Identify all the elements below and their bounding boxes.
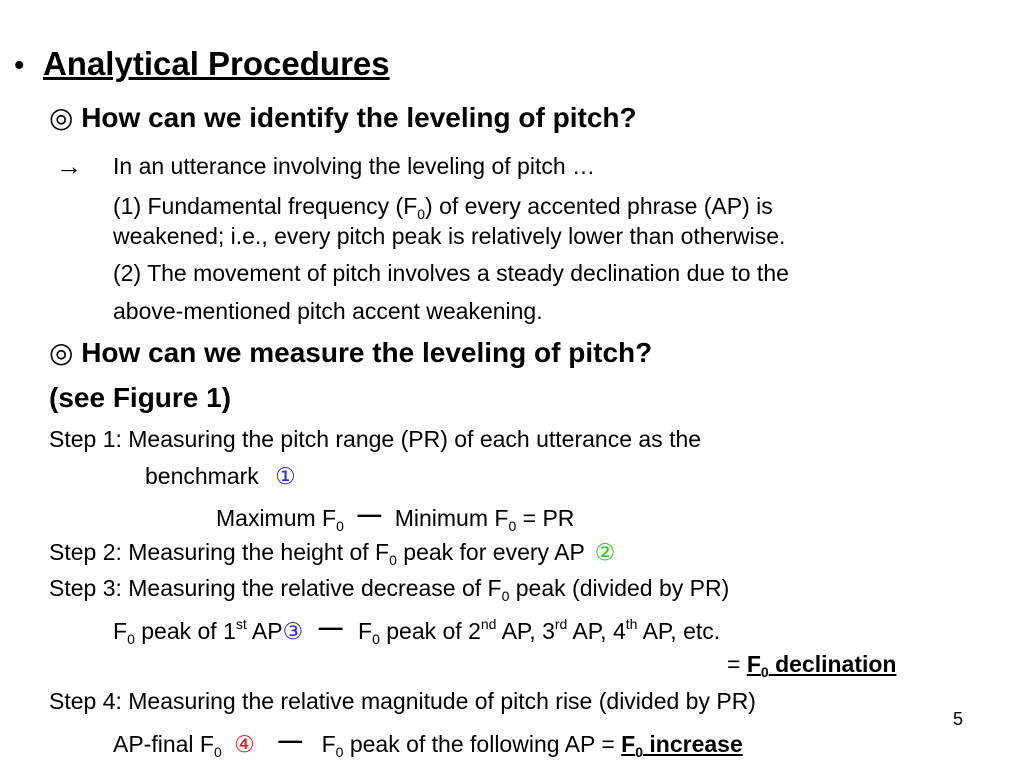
step-1-text: benchmark <box>145 463 259 489</box>
subscript: 0 <box>336 518 344 534</box>
subscript: 0 <box>417 206 426 222</box>
formula-text: peak of 2 <box>379 618 481 644</box>
subscript: 0 <box>508 518 517 534</box>
formula-text: AP, 4 <box>567 618 626 644</box>
circled-4-icon: ④ <box>234 731 255 757</box>
point-1-line-2: weakened; i.e., every pitch peak is relatively lower than otherwise. <box>113 223 786 249</box>
minus-sign: － <box>315 614 346 647</box>
slide-number: 5 <box>953 709 964 729</box>
title-row <box>14 47 390 81</box>
formula-text: AP-final F <box>113 731 214 757</box>
superscript: rd <box>554 616 568 632</box>
right-arrow-icon: → <box>56 151 82 181</box>
formula-text: AP, 3 <box>496 618 555 644</box>
minus-sign: － <box>275 727 306 760</box>
result-text: F <box>621 731 636 757</box>
formula-text: AP <box>246 618 283 644</box>
subscript: 0 <box>335 744 344 760</box>
result-declination <box>727 653 896 679</box>
step-3-text: peak (divided by PR) <box>509 575 730 601</box>
subscript: 0 <box>501 588 510 604</box>
slide-title: Analytical Procedures <box>42 45 390 82</box>
intro-text: In an utterance involving the leveling of pitch … <box>113 153 596 179</box>
step-3 <box>49 577 729 603</box>
step-2 <box>49 541 615 567</box>
subscript: 0 <box>389 552 397 568</box>
result-text: increase <box>643 731 743 757</box>
formula-increase <box>113 729 743 759</box>
step-2-text: peak for every AP <box>396 539 585 565</box>
declination-label <box>746 651 897 680</box>
formula-text: F <box>358 618 373 644</box>
point-1-line-1 <box>113 195 773 221</box>
minus-sign: － <box>354 501 385 534</box>
bullet-icon: • <box>14 49 25 82</box>
subscript: 0 <box>760 664 769 680</box>
circled-3-icon: ③ <box>282 618 304 644</box>
question-identify: ◎ How can we identify the leveling of pitch? <box>49 102 637 133</box>
result-text: F <box>746 651 761 677</box>
subscript: 0 <box>213 744 222 760</box>
superscript: th <box>625 616 638 632</box>
point-2-line-2: above-mentioned pitch accent weakening. <box>113 298 543 324</box>
point-1-text: ) of every accented phrase (AP) is <box>425 193 773 219</box>
step-1-line-2 <box>145 465 296 488</box>
formula-pitch-range <box>216 503 574 533</box>
see-figure: (see Figure 1) <box>49 382 232 413</box>
step-2-text: Step 2: Measuring the height of F <box>49 539 390 565</box>
subscript: 0 <box>635 744 643 760</box>
step-3-text: Step 3: Measuring the relative decrease of F <box>49 575 502 601</box>
formula-text: Minimum F <box>394 505 509 531</box>
circled-1-icon: ① <box>275 463 296 489</box>
formula-text: = PR <box>516 505 575 531</box>
question-measure: ◎ How can we measure the leveling of pitch? <box>49 337 653 368</box>
formula-declination <box>113 616 720 646</box>
formula-text: peak of the following AP <box>343 731 595 757</box>
superscript: st <box>235 616 247 632</box>
equals-sign: = <box>727 651 741 677</box>
formula-text: AP, etc. <box>637 618 721 644</box>
circled-2-icon: ② <box>594 539 616 565</box>
step-4: Step 4: Measuring the relative magnitude of pitch rise (divided by PR) <box>49 688 756 714</box>
subscript: 0 <box>372 631 380 647</box>
subscript: 0 <box>127 631 135 647</box>
formula-text: F <box>321 731 336 757</box>
step-1-line-1: Step 1: Measuring the pitch range (PR) of each utterance as the <box>49 426 702 452</box>
formula-text: Maximum F <box>216 505 337 531</box>
point-1-text: (1) Fundamental frequency (F <box>113 193 418 219</box>
formula-text: peak of 1 <box>134 618 236 644</box>
result-text: declination <box>768 651 897 677</box>
formula-text: F <box>113 618 128 644</box>
increase-label <box>621 731 743 760</box>
intro-row <box>56 153 82 179</box>
equals-sign: = <box>601 731 615 757</box>
superscript: nd <box>480 616 497 632</box>
point-2-line-1: (2) The movement of pitch involves a steady declination due to the <box>113 260 789 286</box>
